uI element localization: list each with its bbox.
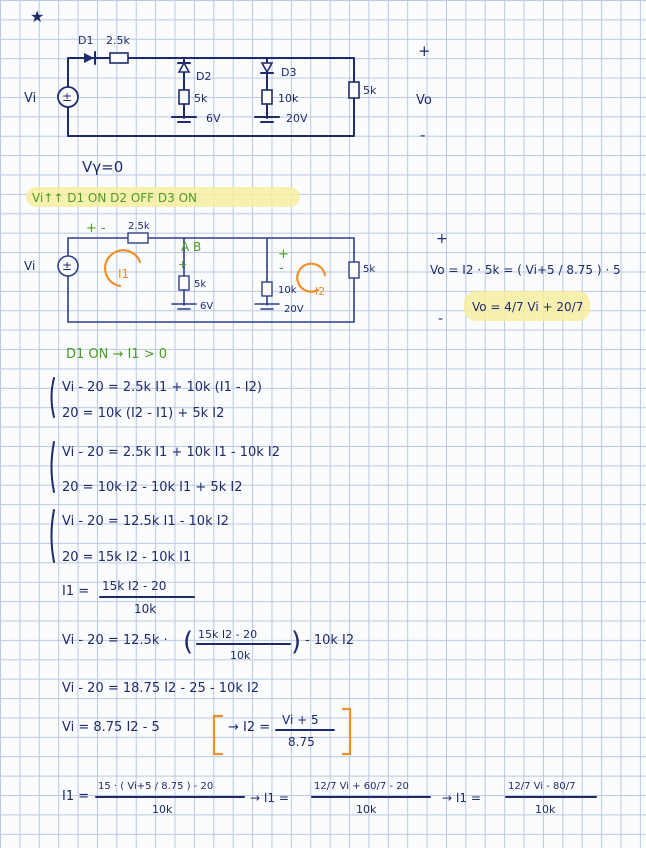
resistor-load [349, 82, 359, 98]
d1-condition: D1 ON → I1 > 0 [66, 347, 168, 362]
final-numerator-3: 12/7 Vi - 80/7 [508, 781, 576, 792]
i2-numerator: Vi + 5 [282, 713, 319, 727]
label-ab: A B [181, 240, 202, 254]
label-vi: Vi [24, 259, 36, 273]
eq-1: Vi - 20 = 2.5k I1 + 10k (I1 - I2) [62, 380, 262, 395]
arrow-2: → I1 = [442, 791, 481, 805]
sub-lhs: Vi - 20 = 12.5k · [62, 633, 168, 648]
final-i1-label: I1 = [62, 789, 90, 804]
label-i1: I1 [118, 267, 130, 281]
i1-denominator: 10k [134, 602, 157, 616]
resistor-load [349, 262, 359, 278]
resistor-10k [262, 282, 272, 296]
svg-text:(: ( [183, 627, 194, 657]
label-vi: Vi [24, 91, 37, 106]
i2-label: → I2 = [228, 720, 271, 735]
eq-5: Vi - 20 = 12.5k I1 - 10k I2 [62, 514, 229, 529]
eq-4: 20 = 10k I2 - 10k I1 + 5k I2 [62, 480, 243, 495]
eq-2: 20 = 10k (I2 - I1) + 5k I2 [62, 406, 225, 421]
eq-3: Vi - 20 = 2.5k I1 + 10k I1 - 10k I2 [62, 445, 281, 460]
diode-d3 [262, 63, 272, 72]
circuit-1 [24, 7, 432, 144]
eq-expanded: Vi - 20 = 18.75 I2 - 25 - 10k I2 [62, 681, 260, 696]
svg-text:+ -: + - [86, 221, 106, 236]
final-denominator-1: 10k [152, 803, 173, 816]
equation-system [52, 378, 281, 565]
vo-minus: - [438, 311, 444, 327]
bracket-left [214, 716, 222, 754]
final-numerator-2: 12/7 Vi + 60/7 - 20 [314, 781, 409, 792]
label-d2: D2 [196, 70, 212, 83]
label-v2: 6V [200, 301, 214, 312]
sub-denominator: 10k [230, 649, 251, 662]
eq-6: 20 = 15k I2 - 10k I1 [62, 550, 192, 565]
eq-vi: Vi = 8.75 I2 - 5 [62, 720, 160, 735]
bracket-right [343, 709, 350, 754]
vo-equation: Vo = I2 · 5k = ( Vi+5 / 8.75 ) · 5 [430, 263, 621, 277]
label-v3: 20V [286, 112, 308, 125]
label-r3: 10k [278, 285, 297, 296]
label-r3: 10k [278, 92, 299, 105]
resistor-5k [179, 90, 189, 104]
resistor-2-5k [128, 233, 148, 243]
svg-text:+: + [178, 258, 188, 271]
diode-d1 [84, 53, 94, 63]
svg-text:+: + [278, 247, 289, 262]
arrow-1: → I1 = [250, 791, 289, 805]
i1-numerator: 15k I2 - 20 [102, 579, 167, 593]
diode-d2 [179, 63, 189, 72]
label-r1: 2.5k [128, 221, 150, 232]
vo-minus: - [420, 126, 426, 144]
label-v2: 6V [206, 112, 221, 125]
label-rl: 5k [363, 84, 377, 97]
resistor-5k [179, 276, 189, 290]
label-i2: I2 [315, 285, 326, 298]
svg-text:-: - [279, 261, 284, 276]
threshold-voltage: Vγ=0 [82, 158, 124, 176]
svg-text:): ) [291, 627, 302, 657]
final-denominator-2: 10k [356, 803, 377, 816]
i1-label: I1 = [62, 584, 90, 599]
label-v3: 20V [284, 304, 304, 315]
case-heading: Vi↑↑ D1 ON D2 OFF D3 ON [32, 191, 197, 205]
sub-numerator: 15k I2 - 20 [198, 628, 258, 641]
resistor-10k [262, 90, 272, 104]
label-d3: D3 [281, 66, 297, 79]
circuit-2 [24, 221, 448, 327]
vo-plus: + [418, 42, 431, 60]
vo-result: Vo = 4/7 Vi + 20/7 [472, 300, 584, 314]
label-r2: 5k [194, 92, 208, 105]
svg-text:±: ± [62, 90, 73, 104]
sub-rhs: - 10k I2 [305, 633, 355, 648]
star-mark: ★ [30, 7, 45, 26]
final-numerator-1: 15 · ( Vi+5 / 8.75 ) - 20 [98, 781, 214, 792]
i2-denominator: 8.75 [288, 735, 315, 749]
final-denominator-3: 10k [535, 803, 556, 816]
label-vo: Vo [416, 93, 432, 108]
label-rl: 5k [363, 264, 376, 275]
label-d1: D1 [78, 34, 94, 47]
svg-text:±: ± [62, 259, 73, 273]
resistor-2-5k [110, 53, 128, 63]
vo-plus: + [436, 231, 448, 247]
label-r2: 5k [194, 279, 207, 290]
label-r1: 2.5k [106, 34, 130, 47]
